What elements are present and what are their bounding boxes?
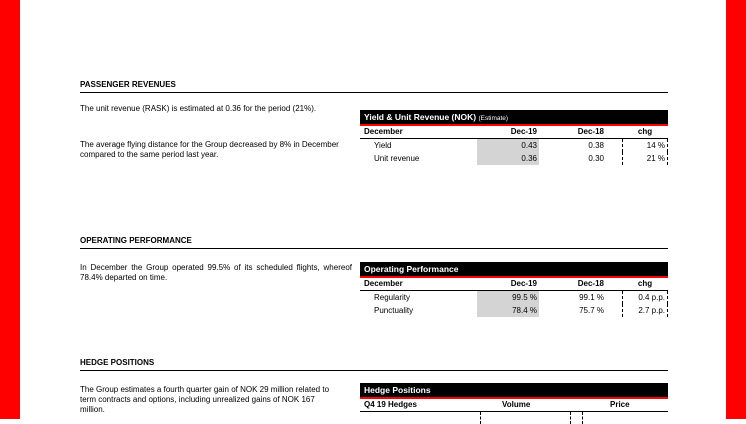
yield-row-chg: 14 % bbox=[622, 139, 668, 152]
yield-row-label: Yield bbox=[374, 141, 392, 150]
hedge-divider bbox=[570, 412, 571, 424]
hedge-header-volume: Volume bbox=[502, 400, 531, 409]
yield-table-title-text: Yield & Unit Revenue (NOK) bbox=[364, 112, 477, 122]
table-row bbox=[360, 139, 668, 152]
operating-table bbox=[360, 262, 668, 317]
yield-header-december: December bbox=[364, 127, 403, 136]
unit-revenue-row-chg: 21 % bbox=[622, 152, 668, 165]
hedge-divider bbox=[480, 412, 481, 424]
yield-table-title bbox=[360, 110, 668, 124]
table-row bbox=[360, 304, 668, 317]
operating-paragraph: In December the Group operated 99.5% of its scheduled flights, whereof 78.4% departed on time. bbox=[80, 263, 352, 282]
operating-table-title: Operating Performance bbox=[360, 262, 668, 276]
regularity-row-dec19: 99.5 % bbox=[477, 291, 539, 304]
regularity-row-dec18: 99.1 % bbox=[579, 293, 604, 302]
left-red-border bbox=[0, 0, 20, 419]
yield-header-dec19: Dec-19 bbox=[510, 127, 537, 136]
yield-table bbox=[360, 110, 668, 165]
yield-header-dec18: Dec-18 bbox=[577, 127, 604, 136]
hedge-paragraph: The Group estimates a fourth quarter gain of NOK 29 million related to term contracts and options, including unrealized gains of NOK 167 million. bbox=[80, 385, 330, 414]
punctuality-row-dec19: 78.4 % bbox=[477, 304, 539, 317]
section-title-hedge-positions: HEDGE POSITIONS bbox=[80, 358, 668, 371]
operating-header-dec19: Dec-19 bbox=[510, 279, 537, 288]
hedge-table-subrow bbox=[360, 412, 668, 424]
yield-row-dec19: 0.43 bbox=[477, 139, 539, 152]
punctuality-row-chg: 2.7 p.p. bbox=[622, 304, 668, 317]
unit-revenue-row-label: Unit revenue bbox=[374, 154, 420, 163]
hedge-header-q4: Q4 19 Hedges bbox=[364, 400, 417, 409]
table-row bbox=[360, 152, 668, 165]
section-title-passenger-revenues: PASSENGER REVENUES bbox=[80, 80, 668, 93]
hedge-divider bbox=[582, 412, 583, 424]
punctuality-row-dec18: 75.7 % bbox=[579, 306, 604, 315]
hedge-header-price: Price bbox=[610, 400, 630, 409]
regularity-row-label: Regularity bbox=[374, 293, 411, 302]
operating-table-header bbox=[360, 276, 668, 291]
passenger-paragraph-rask: The unit revenue (RASK) is estimated at 0.36 for the period (21%). bbox=[80, 104, 317, 113]
punctuality-row-label: Punctuality bbox=[374, 306, 414, 315]
operating-header-december: December bbox=[364, 279, 403, 288]
hedge-table bbox=[360, 383, 668, 424]
hedge-table-title: Hedge Positions bbox=[360, 383, 668, 397]
operating-header-dec18: Dec-18 bbox=[577, 279, 604, 288]
unit-revenue-row-dec19: 0.36 bbox=[477, 152, 539, 165]
regularity-row-chg: 0.4 p.p. bbox=[622, 291, 668, 304]
hedge-table-header bbox=[360, 397, 668, 412]
right-red-border bbox=[726, 0, 746, 419]
yield-table-header bbox=[360, 124, 668, 139]
table-row bbox=[360, 291, 668, 304]
operating-header-chg: chg bbox=[637, 279, 653, 288]
yield-row-dec18: 0.38 bbox=[588, 141, 604, 150]
passenger-paragraph-distance: The average flying distance for the Group decreased by 8% in December compared to the same period last year. bbox=[80, 140, 339, 159]
section-title-operating-performance: OPERATING PERFORMANCE bbox=[80, 236, 668, 249]
unit-revenue-row-dec18: 0.30 bbox=[588, 154, 604, 163]
yield-header-chg: chg bbox=[637, 127, 653, 136]
yield-table-estimate-note: (Estimate) bbox=[478, 115, 509, 122]
